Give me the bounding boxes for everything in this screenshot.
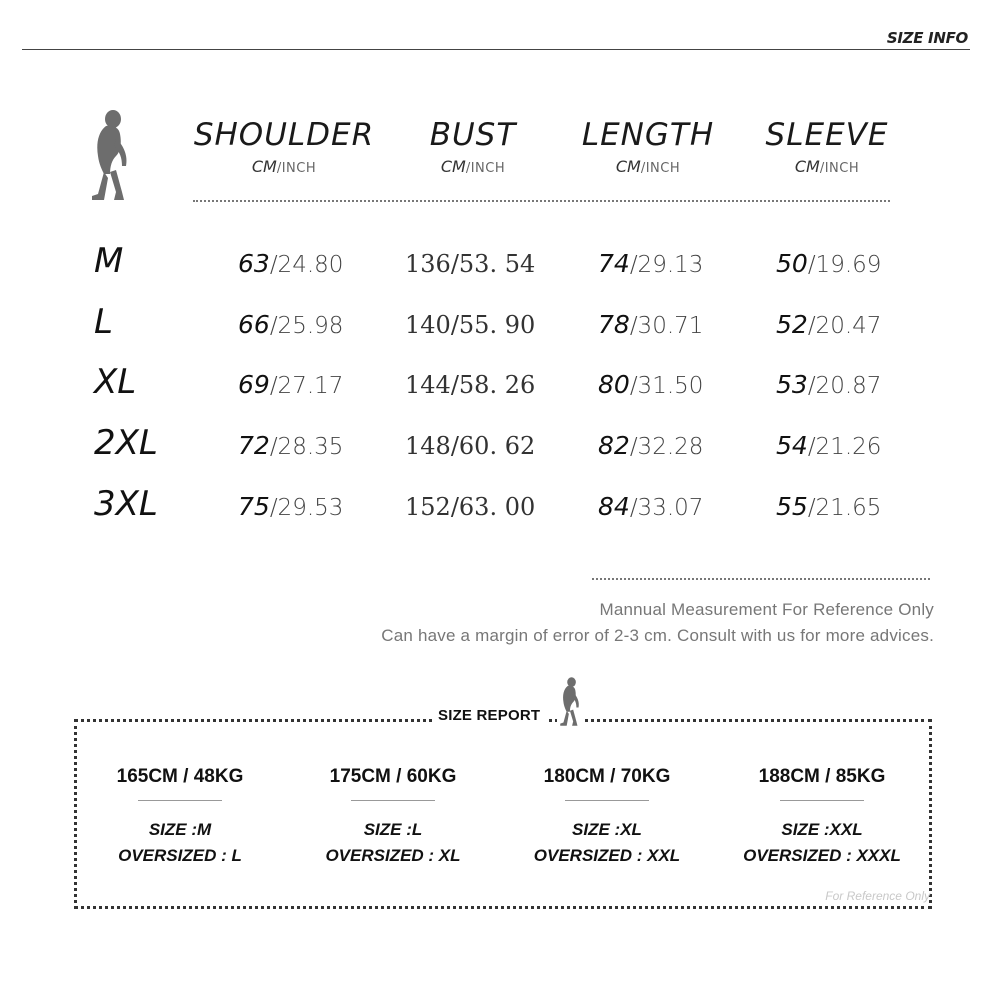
- table-cell: [598, 310, 703, 341]
- cell-inch: /19.69: [807, 252, 882, 278]
- cell-cm: 148: [405, 432, 451, 460]
- size-label: M: [94, 241, 124, 281]
- table-cell: [598, 492, 703, 523]
- notes-divider: [592, 578, 930, 580]
- report-body-stats: 165CM / 48KG: [116, 766, 244, 787]
- unit-cm: CM: [794, 157, 820, 176]
- table-cell: [405, 370, 535, 400]
- unit-cm: CM: [440, 157, 466, 176]
- cell-cm: 72: [238, 431, 270, 460]
- cell-inch: /33.07: [629, 495, 704, 521]
- table-cell: [776, 249, 881, 280]
- cell-inch: /53. 54: [450, 250, 536, 278]
- cell-inch: /21.26: [807, 434, 882, 460]
- table-cell: [238, 249, 343, 280]
- cell-cm: 74: [598, 249, 630, 278]
- column-title: BUST: [429, 117, 517, 153]
- report-body-stats: 188CM / 85KG: [758, 766, 886, 787]
- report-item: [293, 766, 493, 869]
- table-cell: [238, 492, 343, 523]
- report-underline: [780, 800, 864, 801]
- report-oversized: OVERSIZED : XXXL: [743, 846, 901, 865]
- cell-inch: /58. 26: [450, 371, 536, 399]
- report-size: SIZE :XL: [572, 820, 642, 839]
- cell-inch: /20.87: [807, 373, 882, 399]
- cell-cm: 80: [598, 370, 630, 399]
- table-cell: [598, 370, 703, 401]
- table-cell: [405, 310, 535, 340]
- cell-inch: /21.65: [807, 495, 882, 521]
- top-rule: [22, 49, 970, 50]
- report-oversized: OVERSIZED : XXL: [533, 846, 681, 865]
- report-item: [507, 766, 707, 869]
- cell-cm: 55: [776, 492, 808, 521]
- report-underline: [138, 800, 222, 801]
- report-body-stats: 175CM / 60KG: [329, 766, 457, 787]
- cell-inch: /60. 62: [450, 432, 536, 460]
- report-footnote: For Reference Only: [825, 889, 930, 903]
- size-label: XL: [94, 362, 137, 402]
- size-label: 2XL: [94, 423, 158, 463]
- cell-inch: /31.50: [629, 373, 704, 399]
- unit-cm: CM: [615, 157, 641, 176]
- cell-cm: 53: [776, 370, 808, 399]
- cell-cm: 50: [776, 249, 808, 278]
- column-header-sleeve: [717, 117, 937, 176]
- cell-inch: /63. 00: [450, 493, 536, 521]
- size-label: L: [94, 302, 113, 342]
- table-cell: [598, 431, 703, 462]
- table-cell: [776, 370, 881, 401]
- cell-inch: /30.71: [629, 313, 704, 339]
- unit-inch: /INCH: [640, 161, 681, 176]
- cell-inch: /20.47: [807, 313, 882, 339]
- report-underline: [351, 800, 435, 801]
- table-cell: [238, 310, 343, 341]
- table-cell: [405, 492, 535, 522]
- cell-inch: /29.13: [629, 252, 704, 278]
- cell-inch: /27.17: [269, 373, 344, 399]
- cell-inch: /25.98: [269, 313, 344, 339]
- size-label: 3XL: [94, 484, 158, 524]
- table-cell: [405, 249, 535, 279]
- size-report-title: SIZE REPORT: [432, 707, 546, 724]
- table-cell: [776, 310, 881, 341]
- report-underline: [565, 800, 649, 801]
- cell-cm: 78: [598, 310, 630, 339]
- cell-cm: 63: [238, 249, 270, 278]
- cell-cm: 140: [405, 311, 451, 339]
- cell-cm: 75: [238, 492, 270, 521]
- report-item: [80, 766, 280, 869]
- table-cell: [598, 249, 703, 280]
- unit-inch: /INCH: [819, 161, 860, 176]
- cell-cm: 144: [405, 371, 451, 399]
- ape-figure-icon: [86, 108, 138, 200]
- column-header-shoulder: [174, 117, 394, 176]
- report-size: SIZE :L: [363, 820, 423, 839]
- column-title: LENGTH: [581, 117, 715, 153]
- cell-cm: 84: [598, 492, 630, 521]
- table-cell: [776, 492, 881, 523]
- report-item: [722, 766, 922, 869]
- note-line-2: Can have a margin of error of 2-3 cm. Consult with us for more advices.: [381, 626, 934, 645]
- column-title: SLEEVE: [765, 117, 889, 153]
- unit-inch: /INCH: [276, 161, 317, 176]
- unit-cm: CM: [251, 157, 277, 176]
- note-line-1: Mannual Measurement For Reference Only: [599, 600, 934, 619]
- cell-inch: /55. 90: [450, 311, 536, 339]
- cell-cm: 152: [405, 493, 451, 521]
- cell-inch: /28.35: [269, 434, 344, 460]
- cell-cm: 136: [405, 250, 451, 278]
- report-size: SIZE :XXL: [781, 820, 863, 839]
- cell-inch: /24.80: [269, 252, 344, 278]
- unit-inch: /INCH: [465, 161, 506, 176]
- header-divider: [193, 200, 890, 202]
- cell-cm: 54: [776, 431, 808, 460]
- table-cell: [238, 370, 343, 401]
- column-title: SHOULDER: [193, 117, 375, 153]
- page-title: SIZE INFO: [886, 29, 968, 47]
- table-cell: [238, 431, 343, 462]
- cell-inch: /32.28: [629, 434, 704, 460]
- cell-cm: 66: [238, 310, 270, 339]
- report-body-stats: 180CM / 70KG: [543, 766, 671, 787]
- cell-cm: 82: [598, 431, 630, 460]
- report-oversized: OVERSIZED : XL: [325, 846, 461, 865]
- report-oversized: OVERSIZED : L: [118, 846, 242, 865]
- cell-cm: 52: [776, 310, 808, 339]
- cell-cm: 69: [238, 370, 270, 399]
- table-cell: [776, 431, 881, 462]
- report-size: SIZE :M: [148, 820, 212, 839]
- cell-inch: /29.53: [269, 495, 344, 521]
- ape-figure-icon: [557, 676, 585, 726]
- table-cell: [405, 431, 535, 461]
